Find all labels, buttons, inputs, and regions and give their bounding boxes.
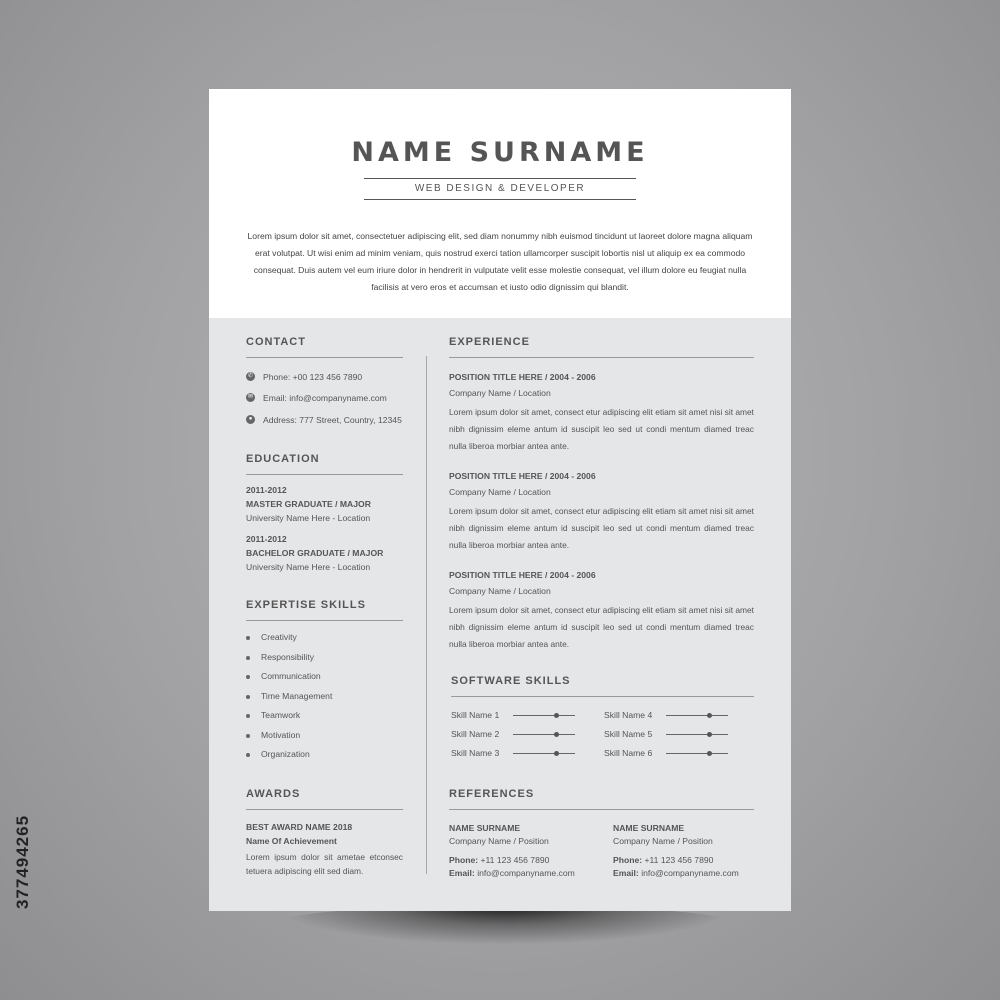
education-title: EDUCATION	[246, 453, 320, 465]
experience-company: Company Name / Location	[449, 487, 551, 497]
software-skill-knob	[707, 751, 712, 756]
skill-item: Teamwork	[261, 710, 301, 720]
page-shadow	[270, 905, 740, 945]
software-skill-knob	[554, 751, 559, 756]
resume-header	[209, 89, 791, 318]
contact-email: Email: info@companyname.com	[263, 393, 387, 403]
education-school: University Name Here - Location	[246, 513, 371, 523]
skill-item: Creativity	[261, 632, 297, 642]
software-skill-bar	[513, 715, 575, 716]
experience-rule	[449, 357, 754, 358]
skill-bullet	[246, 714, 250, 718]
education-rule	[246, 474, 403, 475]
reference-phone-value: +11 123 456 7890	[480, 855, 550, 865]
reference-email	[613, 868, 739, 878]
references-rule	[449, 809, 754, 810]
award-description: Lorem ipsum dolor sit ametae etconsec tetuera adipiscing elit sed diam.	[246, 852, 403, 876]
email-icon: ✉	[247, 394, 254, 400]
reference-email	[449, 868, 575, 878]
software-skill-bar	[513, 734, 575, 735]
award-name: BEST AWARD NAME 2018	[246, 822, 353, 832]
awards-rule	[246, 809, 403, 810]
software-skill-knob	[707, 732, 712, 737]
software-skill-name: Skill Name 6	[604, 748, 653, 758]
reference-email-label: Email:	[449, 868, 475, 878]
experience-title: EXPERIENCE	[449, 336, 530, 348]
reference-position: Company Name / Position	[613, 836, 713, 846]
software-skill-name: Skill Name 5	[604, 729, 653, 739]
software-skill-knob	[554, 713, 559, 718]
software-skill-name: Skill Name 3	[451, 748, 500, 758]
experience-description: Lorem ipsum dolor sit amet, consect etur adipiscing elit etiam sit amet nisi sit amet nibh dignissim eleme antum id suscipit leo sed ut condi mentum diamed treac nulla liberoa morbiar antea ante.	[449, 407, 754, 451]
education-years: 2011-2012	[246, 485, 287, 495]
education-years: 2011-2012	[246, 534, 287, 544]
skill-bullet	[246, 695, 250, 699]
software-skill-bar	[513, 753, 575, 754]
expertise-rule	[246, 620, 403, 621]
experience-description: Lorem ipsum dolor sit amet, consect etur adipiscing elit etiam sit amet nisi sit amet nibh dignissim eleme antum id suscipit leo sed ut condi mentum diamed treac nulla liberoa morbiar antea ante.	[449, 605, 754, 649]
resume-name: NAME SURNAME	[351, 137, 649, 168]
reference-phone-label: Phone:	[613, 855, 643, 865]
reference-email-value: info@companyname.com	[641, 868, 739, 878]
resume-body	[209, 318, 791, 911]
contact-rule	[246, 357, 403, 358]
skill-item: Motivation	[261, 730, 301, 740]
award-achievement: Name Of Achievement	[246, 836, 337, 846]
software-skill-bar	[666, 753, 728, 754]
experience-company: Company Name / Location	[449, 586, 551, 596]
reference-name: NAME SURNAME	[613, 823, 685, 833]
software-rule	[451, 696, 754, 697]
skill-bullet	[246, 734, 250, 738]
reference-phone	[449, 855, 549, 865]
software-skill-knob	[707, 713, 712, 718]
experience-position: POSITION TITLE HERE / 2004 - 2006	[449, 570, 596, 580]
education-school: University Name Here - Location	[246, 562, 371, 572]
skill-item: Responsibility	[261, 652, 315, 662]
experience-position: POSITION TITLE HERE / 2004 - 2006	[449, 471, 596, 481]
skill-bullet	[246, 636, 250, 640]
skill-item: Communication	[261, 671, 321, 681]
contact-title: CONTACT	[246, 336, 306, 348]
reference-email-value: info@companyname.com	[477, 868, 575, 878]
awards-title: AWARDS	[246, 788, 301, 800]
reference-name: NAME SURNAME	[449, 823, 521, 833]
education-degree: MASTER GRADUATE / MAJOR	[246, 499, 371, 509]
location-icon: ●	[246, 415, 255, 424]
reference-phone-value: +11 123 456 7890	[644, 855, 714, 865]
software-title: SOFTWARE SKILLS	[451, 675, 571, 687]
software-skill-knob	[554, 732, 559, 737]
contact-address: Address: 777 Street, Country, 12345	[263, 415, 402, 425]
software-skill-name: Skill Name 1	[451, 710, 500, 720]
resume-subtitle: WEB DESIGN & DEVELOPER	[414, 183, 586, 194]
education-degree: BACHELOR GRADUATE / MAJOR	[246, 548, 384, 558]
software-skill-bar	[666, 734, 728, 735]
skill-bullet	[246, 753, 250, 757]
contact-phone: Phone: +00 123 456 7890	[263, 372, 363, 382]
resume-page	[209, 89, 791, 911]
side-id-text: 377494265	[13, 814, 32, 910]
subtitle-top-rule	[364, 178, 636, 179]
skill-item: Organization	[261, 749, 310, 759]
reference-email-label: Email:	[613, 868, 639, 878]
software-skill-name: Skill Name 4	[604, 710, 653, 720]
side-id-watermark	[8, 762, 36, 972]
experience-description: Lorem ipsum dolor sit amet, consect etur adipiscing elit etiam sit amet nisi sit amet nibh dignissim eleme antum id suscipit leo sed ut condi mentum diamed treac nulla liberoa morbiar antea ante.	[449, 506, 754, 550]
skill-bullet	[246, 675, 250, 679]
experience-company: Company Name / Location	[449, 388, 551, 398]
references-title: REFERENCES	[449, 788, 535, 800]
subtitle-bottom-rule	[364, 199, 636, 200]
experience-position: POSITION TITLE HERE / 2004 - 2006	[449, 372, 596, 382]
reference-phone-label: Phone:	[449, 855, 479, 865]
software-skill-name: Skill Name 2	[451, 729, 500, 739]
phone-icon: ✆	[247, 373, 254, 379]
reference-phone	[613, 855, 713, 865]
expertise-title: EXPERTISE SKILLS	[246, 599, 366, 611]
reference-position: Company Name / Position	[449, 836, 549, 846]
software-skill-bar	[666, 715, 728, 716]
skill-bullet	[246, 656, 250, 660]
summary-paragraph: Lorem ipsum dolor sit amet, consectetuer adipiscing elit, sed diam nonummy nibh euismod tincidunt ut laoreet dolore magna aliquam erat volutpat. Ut wisi enim ad minim veniam, quis nostrud exerci tation ullamcorper suscipit lobortis nisl ut aliquip ex ea commodo consequat. Duis autem vel eum iriure dolor in hendrerit in vulputate velit esse molestie consequat, vel illum dolore eu feugiat nulla facilisis at vero eros et accumsan et iusto odio dignissim qui blandit.	[247, 231, 753, 292]
skill-item: Time Management	[261, 691, 333, 701]
column-divider	[426, 356, 427, 874]
